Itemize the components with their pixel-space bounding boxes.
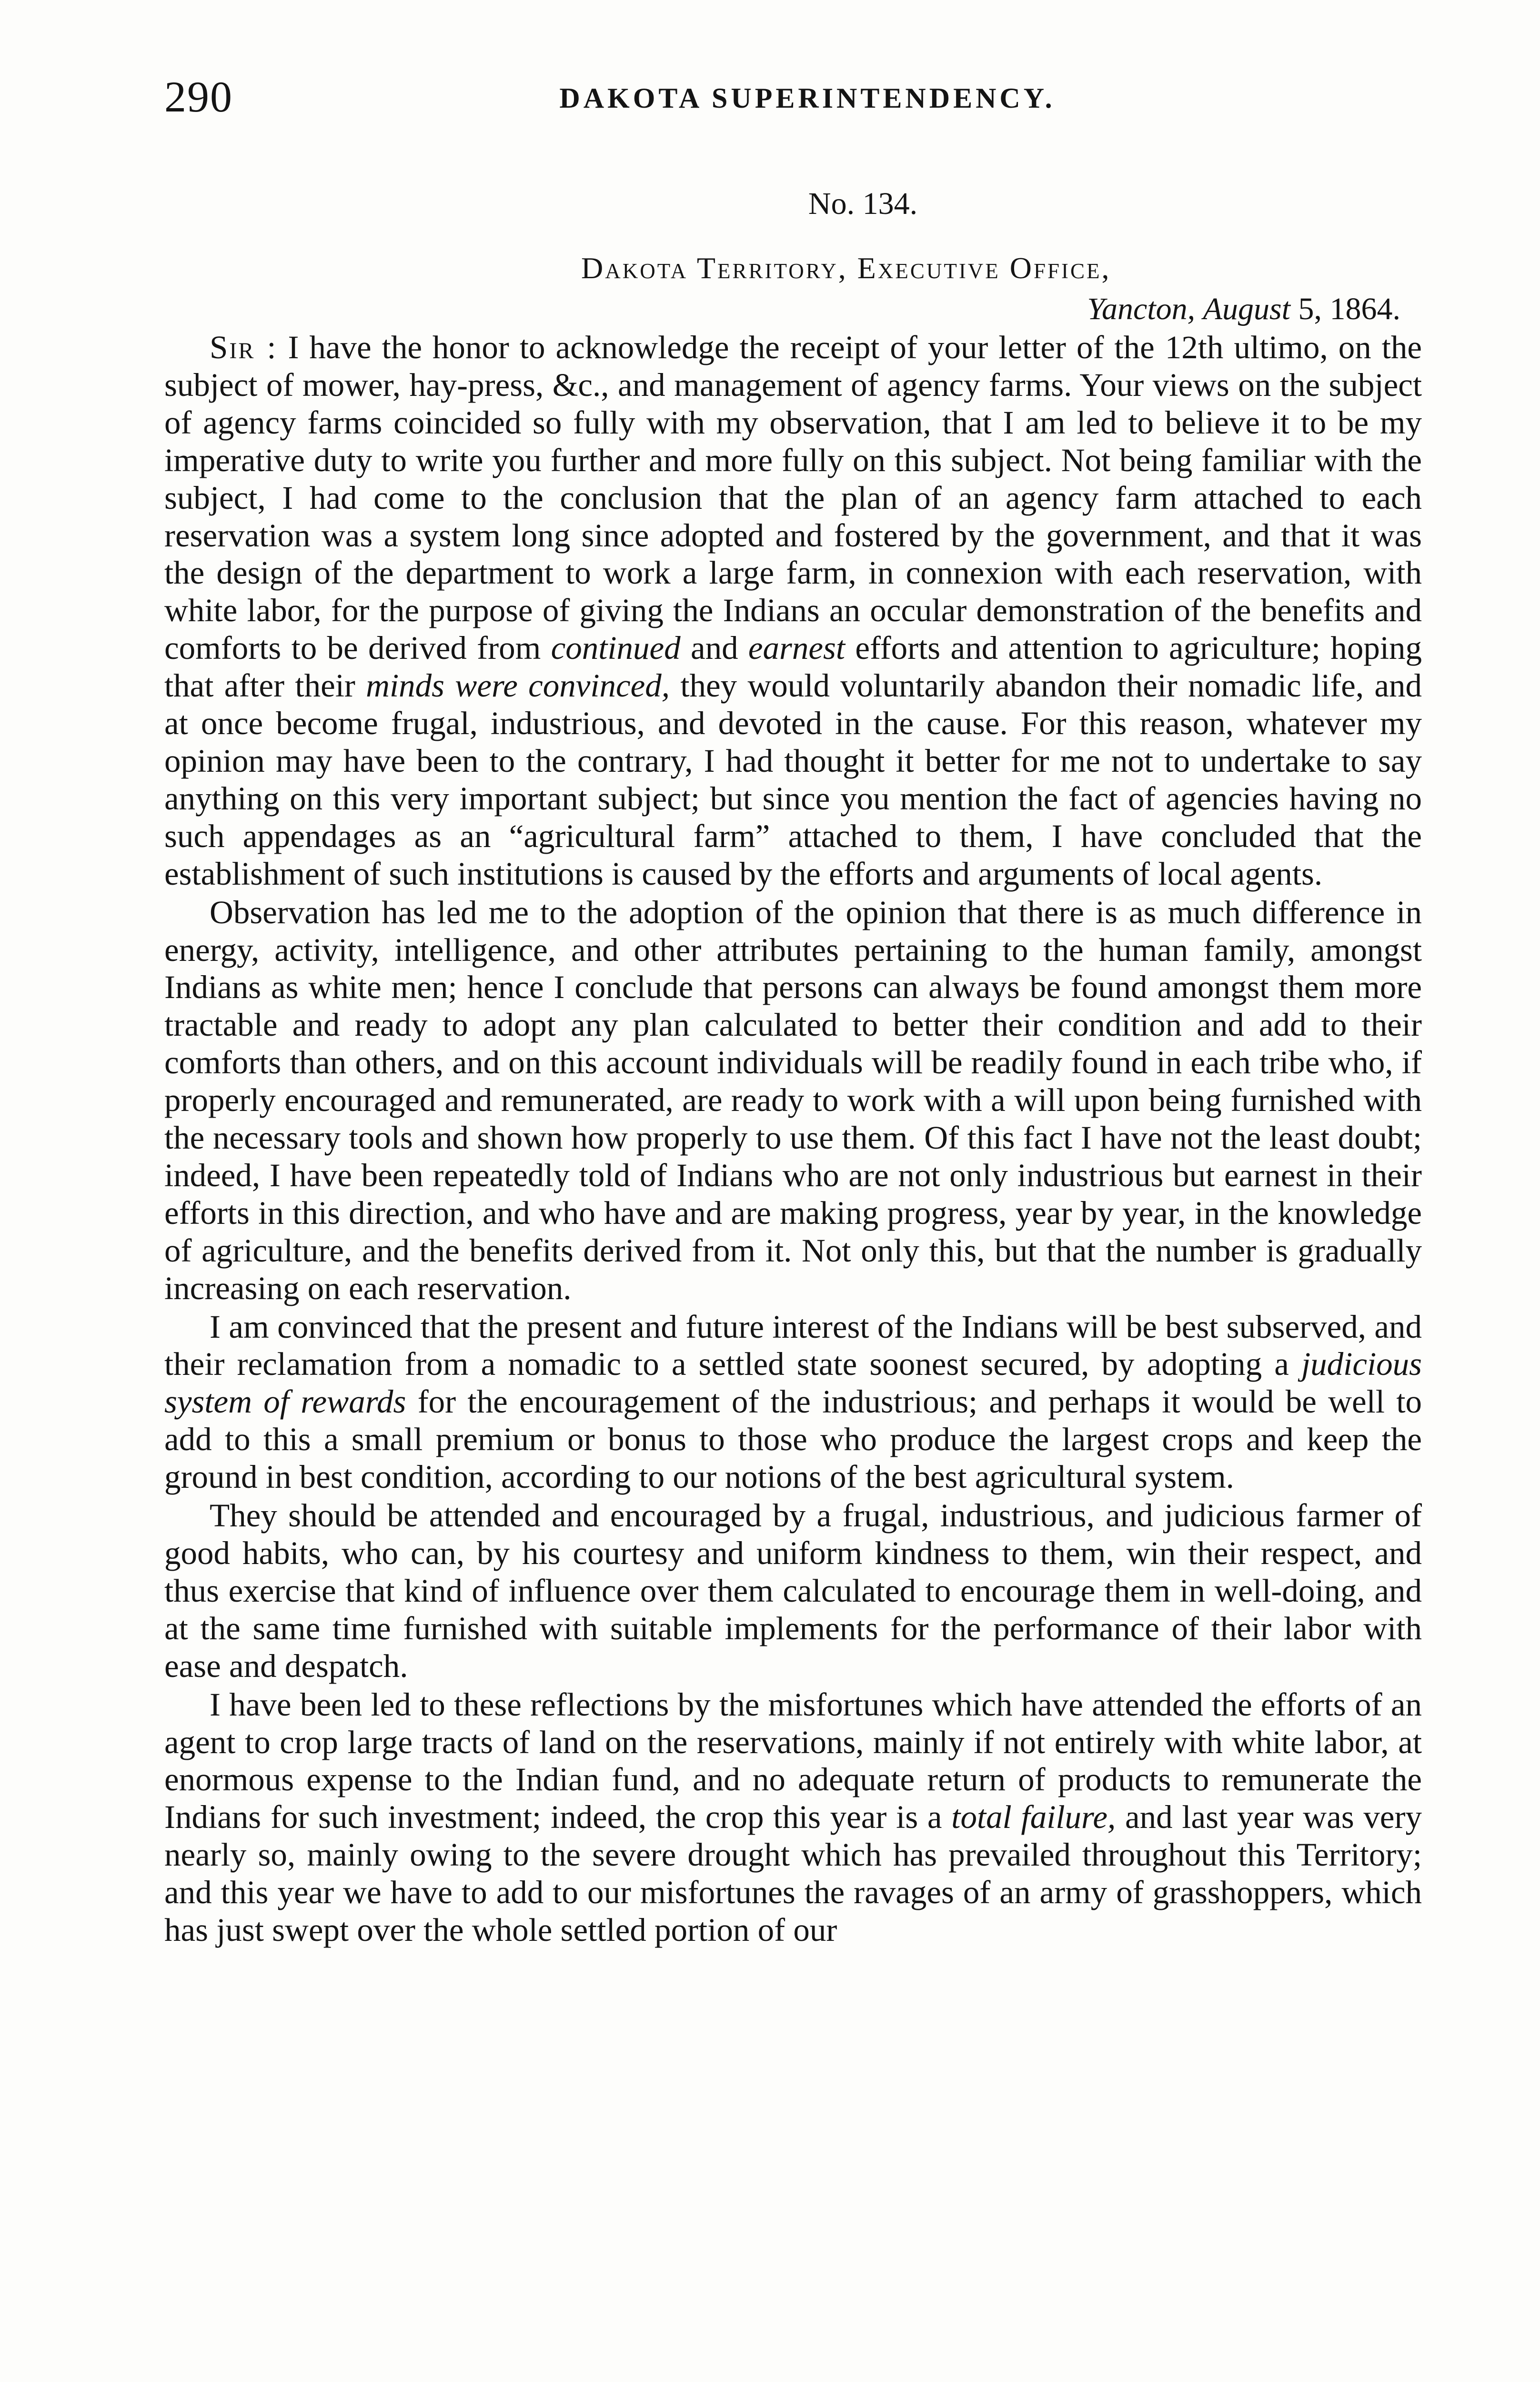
salutation: Sir : bbox=[210, 329, 278, 365]
emphasis-text: earnest bbox=[748, 630, 845, 666]
page-header bbox=[164, 71, 1422, 129]
document-number: No. 134. bbox=[808, 186, 918, 221]
place: Yancton, bbox=[1087, 292, 1196, 326]
paragraph-text: I am convinced that the present and future interest of the Indians will be best subserved, and their reclamation from a nomadic to a settled state soonest secured, by adopting a bbox=[164, 1308, 1422, 1383]
date-month: August bbox=[1203, 292, 1290, 326]
paragraph-text: I have been led to these reflections by the misfortunes which have attended the efforts of an agent to crop large tracts of land on the reservations, mainly if not entirely with white labor, at enormous expense to the Indian fund, and no adequate return of products to remunerate the Indians for such investment; indeed, the crop this year is a bbox=[164, 1686, 1422, 1836]
paragraph-text: and last year was very nearly so, mainly owing to the severe drought which has prevailed throughout this Territory; and this year we have to add to our misfortunes the ravages of an army of grasshoppers, which has just swept over the whole settled portion of our bbox=[164, 1799, 1422, 1948]
paragraph-text: they would voluntarily abandon their nomadic life, and at once become frugal, industrious, and devoted in the cause. For this reason, whatever my opinion may have been to the contrary, I had thought it better for me not to undertake to say anything on this very important subject; but since you mention the fact of agencies having no such appendages as an “agricultural farm” attached to them, I have concluded that the establishment of such institutions is caused by the efforts and arguments of local agents. bbox=[164, 667, 1422, 892]
emphasis-text: minds were convinced, bbox=[366, 667, 670, 704]
dateline bbox=[581, 248, 1400, 330]
date-rest: 5, 1864. bbox=[1298, 292, 1400, 326]
paragraph-text: efforts and attention to agriculture; hoping that after their bbox=[164, 630, 1422, 704]
emphasis-text: judicious system of rewards bbox=[164, 1346, 1422, 1420]
paragraph-2: Observation has led me to the adoption of the opinion that there is as much difference in energy, activity, intelligence, and other attributes pertaining to the human family, amongst Indians as white men; hence I conclude that persons can always be found amongst them more tractable and ready to adopt any plan calculated to better their condition and add to their comforts than others, and on this account individuals will be readily found in each tribe who, if properly encouraged and remunerated, are ready to work with a will upon being furnished with the necessary tools and shown how properly to use them. Of this fact I have not the least doubt; indeed, I have been repeatedly told of Indians who are not only industrious but earnest in their efforts in this direction, and who have and are making progress, year by year, in the knowledge of agriculture, and the benefits derived from it. Not only this, but that the number is gradually increasing on each reservation. bbox=[164, 894, 1422, 1306]
paragraph-4: They should be attended and encouraged by a frugal, industrious, and judicious farmer of good habits, who can, by his courtesy and uniform kindness to them, win their respect, and thus exercise that kind of influence over them calculated to encourage them in well-doing, and at the same time furnished with suitable implements for the performance of their labor with ease and despatch. bbox=[164, 1497, 1422, 1684]
page-number: 290 bbox=[164, 72, 233, 121]
paragraph-5 bbox=[164, 1686, 1422, 1949]
place-date bbox=[581, 289, 1400, 330]
office-heading: Dakota Territory, Executive Office, bbox=[581, 251, 1111, 285]
paragraph-1 bbox=[164, 329, 1422, 893]
paragraph-3 bbox=[164, 1308, 1422, 1496]
running-head: DAKOTA SUPERINTENDENCY. bbox=[559, 82, 1056, 114]
paragraph-text: for the encouragement of the industrious; and perhaps it would be well to add to this a small premium or bonus to those who produce the largest crops and keep the ground in best condition, according to our notions of the best agricultural system. bbox=[164, 1383, 1422, 1495]
paragraph-text: and bbox=[690, 630, 738, 666]
paragraph-text: I have the honor to acknowledge the receipt of your letter of the 12th ultimo, on the subject of mower, hay-press, &c., and management of agency farms. Your views on the subject of agency farms coincided so fully with my observation, that I am led to believe it to be my imperative duty to write you further and more fully on this subject. Not being familiar with the subject, I had come to the conclusion that the plan of an agency farm attached to each reservation was a system long since adopted and fostered by the government, and that it was the design of the department to work a large farm, in connexion with each reservation, with white labor, for the purpose of giving the Indians an occular demonstration of the benefits and comforts to be derived from bbox=[164, 329, 1422, 666]
letter-body bbox=[164, 329, 1422, 1950]
emphasis-text: continued bbox=[551, 630, 681, 666]
emphasis-text: total failure, bbox=[951, 1799, 1116, 1836]
